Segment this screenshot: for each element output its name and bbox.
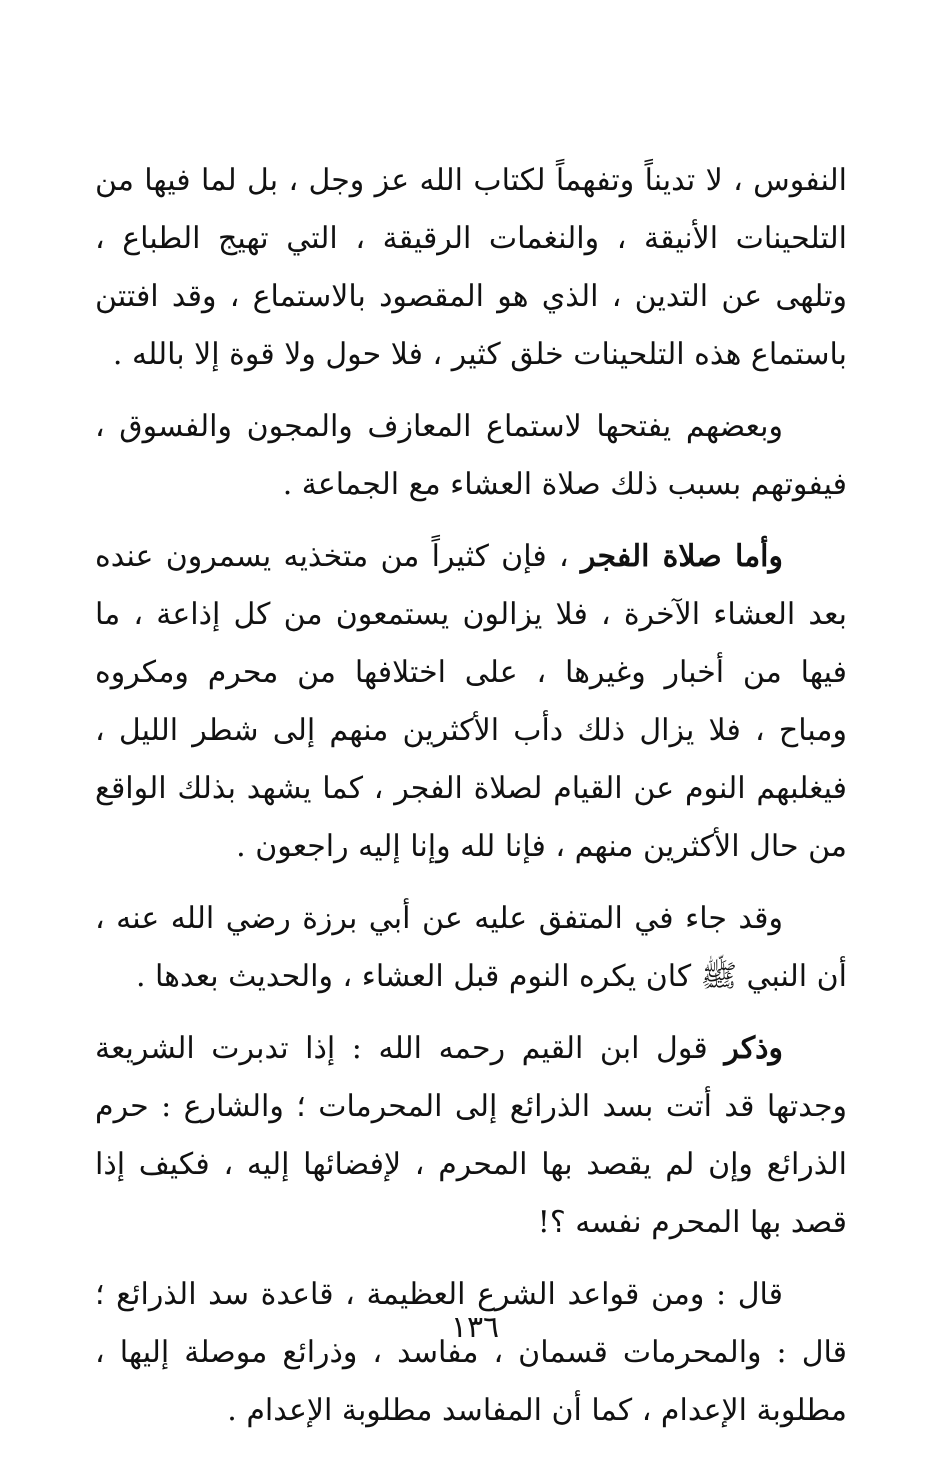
text-line: التلحينات الأنيقة ، والنغمات الرقيقة ، التي تهيج الطباع ، xyxy=(95,221,847,256)
paragraph-5 xyxy=(95,1020,847,1252)
page-body xyxy=(95,152,847,1454)
text-line: وبعضهم يفتحها لاستماع المعازف والمجون والفسوق ، xyxy=(95,409,783,444)
text-line: من حال الأكثرين منهم ، فإنا لله وإنا إليه راجعون . xyxy=(236,829,847,864)
text-line xyxy=(95,1020,847,1078)
paragraph-4 xyxy=(95,890,847,1006)
paragraph-2 xyxy=(95,398,847,514)
text-line: أن النبي ﷺ كان يكره النوم قبل العشاء ، والحديث بعدها . xyxy=(135,959,847,994)
text-line: ومباح ، فلا يزال ذلك دأب الأكثرين منهم إلى شطر الليل ، xyxy=(95,713,847,748)
paragraph-1 xyxy=(95,152,847,384)
text-line: قال : ومن قواعد الشرع العظيمة ، قاعدة سد الذرائع ؛ xyxy=(95,1277,783,1312)
text-line: قال : والمحرمات قسمان ، مفاسد ، وذرائع موصلة إليها ، xyxy=(95,1335,847,1370)
text-line: فيغلبهم النوم عن القيام لصلاة الفجر ، كما يشهد بذلك الواقع xyxy=(95,771,847,806)
text-line: بعد العشاء الآخرة ، فلا يزالون يستمعون من كل إذاعة ، ما xyxy=(95,597,847,632)
paragraph-3 xyxy=(95,528,847,876)
text-line xyxy=(95,528,847,586)
text-line: باستماع هذه التلحينات خلق كثير ، فلا حول ولا قوة إلا بالله . xyxy=(112,337,847,372)
bold-lead: وأما صلاة الفجر xyxy=(580,539,783,574)
line-rest: قول ابن القيم رحمه الله : إذا تدبرت الشريعة xyxy=(95,1031,725,1066)
text-line: مطلوبة الإعدام ، كما أن المفاسد مطلوبة الإعدام . xyxy=(227,1393,847,1428)
text-line: وقد جاء في المتفق عليه عن أبي برزة رضي الله عنه ، xyxy=(95,901,783,936)
text-line: قصد بها المحرم نفسه ؟! xyxy=(537,1205,847,1240)
bold-lead: وذكر xyxy=(724,1031,783,1066)
line-rest: ، فإن كثيراً من متخذيه يسمرون عنده xyxy=(95,539,581,574)
text-line: فيها من أخبار وغيرها ، على اختلافها من محرم ومكروه xyxy=(95,655,847,690)
text-line: وتلهى عن التدين ، الذي هو المقصود بالاستماع ، وقد افتتن xyxy=(95,279,847,314)
text-line: وجدتها قد أتت بسد الذرائع إلى المحرمات ؛ والشارع : حرم xyxy=(95,1089,847,1124)
text-line: النفوس ، لا تديناً وتفهماً لكتاب الله عز وجل ، بل لما فيها من xyxy=(95,163,847,198)
text-line: فيفوتهم بسبب ذلك صلاة العشاء مع الجماعة . xyxy=(282,467,847,502)
page-number: ١٣٦ xyxy=(450,1310,500,1345)
text-line: الذرائع وإن لم يقصد بها المحرم ، لإفضائها إليه ، فكيف إذا xyxy=(95,1147,847,1182)
